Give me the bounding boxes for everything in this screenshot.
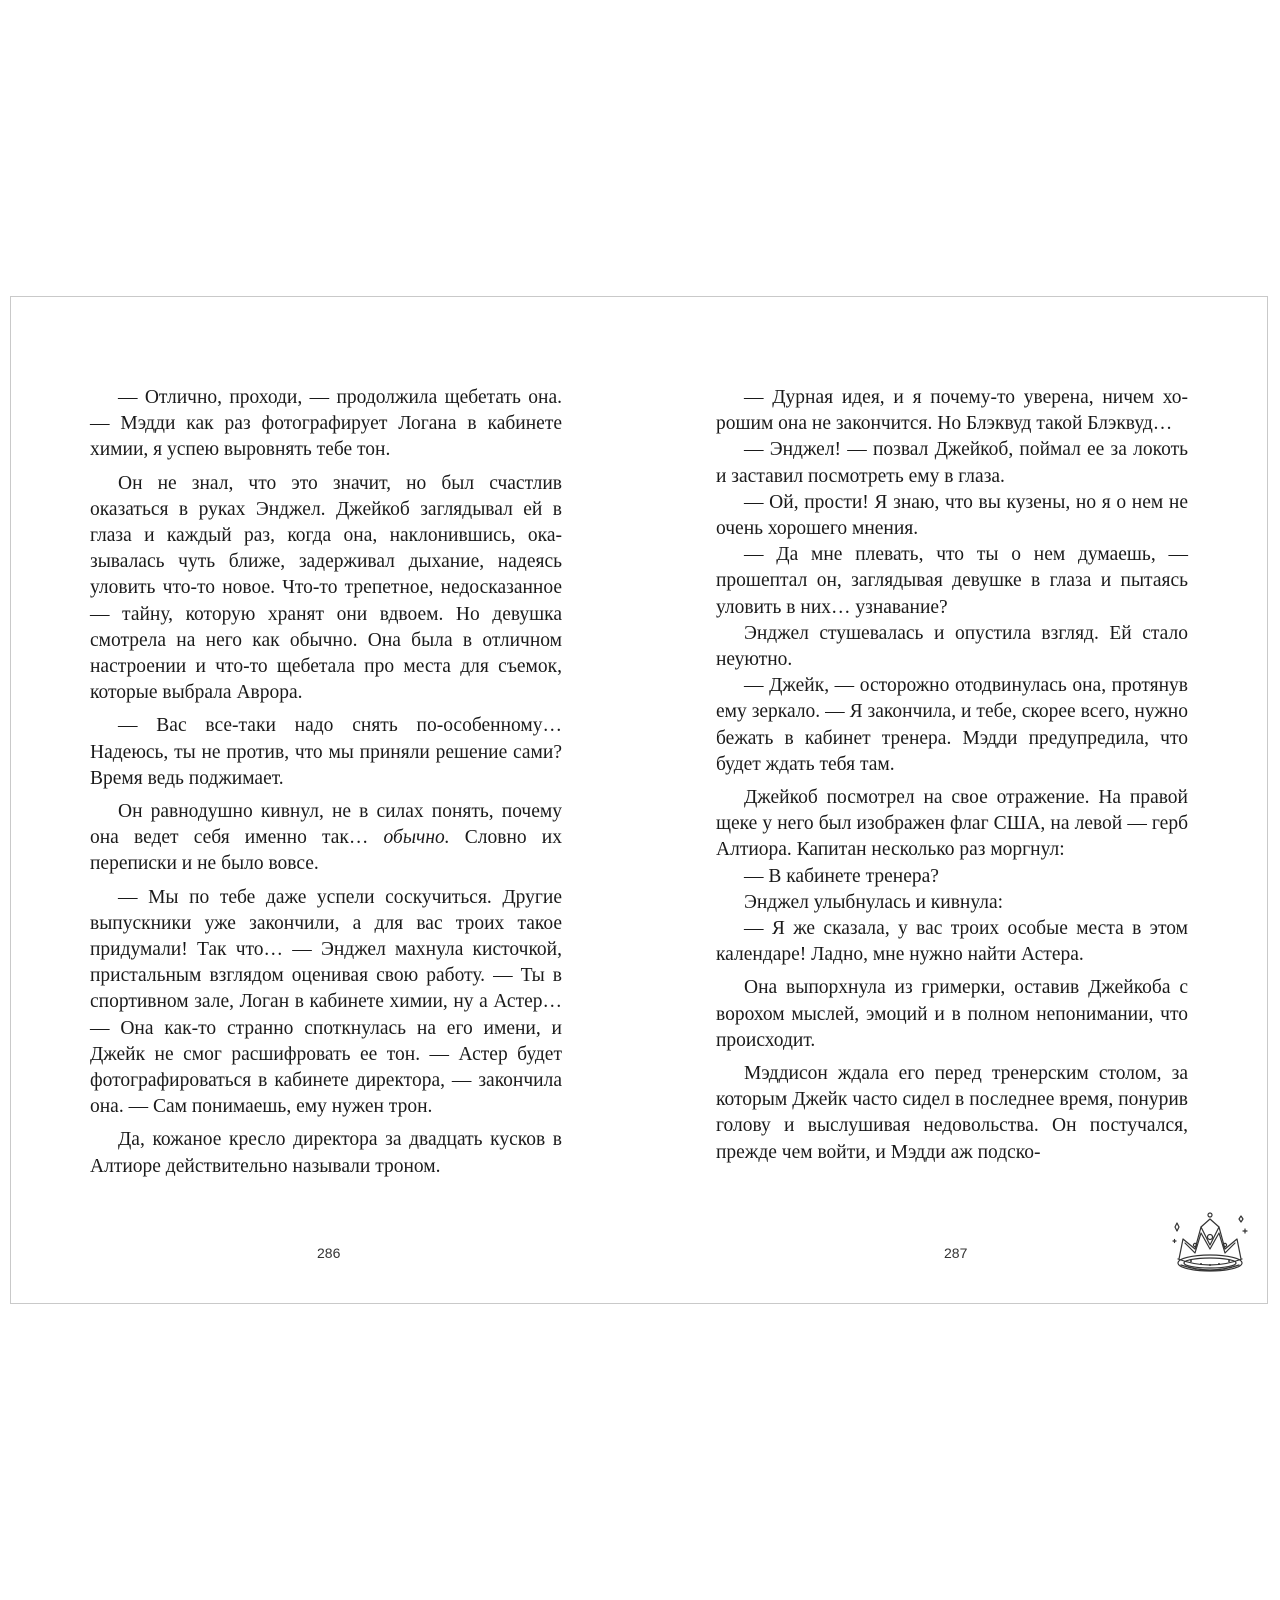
emphasis-text: обычно. [383, 827, 450, 849]
page-number-right: 287 [944, 1245, 968, 1261]
paragraph: — Вас все-таки надо снять по-особенному… Надеюсь, ты не против, что мы приняли решение сами? Время ведь поджимает. [90, 715, 562, 789]
paragraph-text: Он равнодушно кивнул, не в силах понять, почему она ведет себя именно так… [90, 801, 562, 849]
paragraph: — Ой, прости! Я знаю, что вы кузены, но я о нем не очень хорошего мнения. [716, 491, 1188, 540]
paragraph: Мэддисон ждала его перед тренерским столом, за которым Джейк часто сидел в последнее время, понурив голову и выслушивая недовольства. Он постучался, прежде чем войти, и Мэдди аж подско- [716, 1063, 1188, 1163]
paragraph: Он не знал, что это значит, но был счастлив оказаться в руках Энджел. Джейкоб заглядывал ей в глаза и каждый раз, когда она, наклонившись, оказывалась чуть ближе, задерживал дыхание, надеясь уловить что-то новое. Что-то трепетное, недосказанное — тайну, которую хранят они вдвоем. Но девушка смотрела на него как обычно. Она была в отличном настроении и что-то щебетала про места для съемок, которые выбрала Аврора. [90, 472, 562, 704]
paragraph: — Дурная идея, и я почему-то уверена, ничем хорошим она не закончится. Но Блэквуд такой Блэквуд… [716, 387, 1188, 435]
paragraph: — Я же сказала, у вас троих особые места в этом календаре! Ладно, мне нужно найти Астера. [716, 918, 1188, 966]
page-number-left: 286 [317, 1245, 341, 1261]
paragraph: Энджел стушевалась и опустила взгляд. Ей стало неуютно. [716, 622, 1188, 671]
paragraph: Джейкоб посмотрел на свое отражение. На правой щеке у него был изображен флаг США, на левой — герб Алтиора. Капитан несколько раз моргнул: [716, 787, 1188, 861]
crown-icon [1171, 1209, 1249, 1279]
paragraph: Энджел улыбнулась и кивнула: [744, 891, 1004, 913]
book-spread [10, 296, 1268, 1304]
left-page [90, 385, 562, 1180]
paragraph: — Энджел! — позвал Джейкоб, поймал ее за локоть и заставил посмотреть ему в глаза. [716, 439, 1188, 487]
paragraph: Да, кожаное кресло директора за двадцать кусков в Алтиоре действительно называли троном. [90, 1129, 562, 1177]
paragraph: — Отлично, проходи, — продолжила щебетать она. — Мэдди как раз фотографирует Логана в кабинете химии, я успею выровнять тебе тон. [90, 387, 562, 461]
paragraph: Она выпорхнула из гримерки, оставив Джейкоба с ворохом мыслей, эмоций и в полном непонимании, что происходит. [716, 977, 1188, 1051]
paragraph [90, 799, 562, 878]
paragraph: — Да мне плевать, что ты о нем думаешь, — прошептал он, заглядывая девушке в глаза и пытаясь уловить в них… узнавание? [716, 544, 1188, 618]
right-page [716, 385, 1188, 1166]
paragraph: — В кабинете тренера? [744, 865, 939, 887]
paragraph: — Мы по тебе даже успели соскучиться. Другие выпускники уже закончили, а для вас троих такое придумали! Так что… — Энджел махнула кисточкой, пристальным взглядом оценивая свою работу. — Ты в спортивном зале, Логан в кабинете химии, ну а Астер… — Она как-то странно споткнулась на его имени, и Джейк не смог расшифровать ее тон. — Астер будет фотографироваться в кабинете директора, — закончила она. — Сам понимаешь, ему нужен трон. [90, 886, 562, 1118]
paragraph-text: Словно их переписки и не было вовсе. [90, 827, 562, 875]
paragraph: — Джейк, — осторожно отодвинулась она, протянув ему зеркало. — Я закончила, и тебе, скорее всего, нужно бежать в кабинет тренера. Мэдди предупредила, что будет ждать тебя там. [716, 675, 1188, 775]
